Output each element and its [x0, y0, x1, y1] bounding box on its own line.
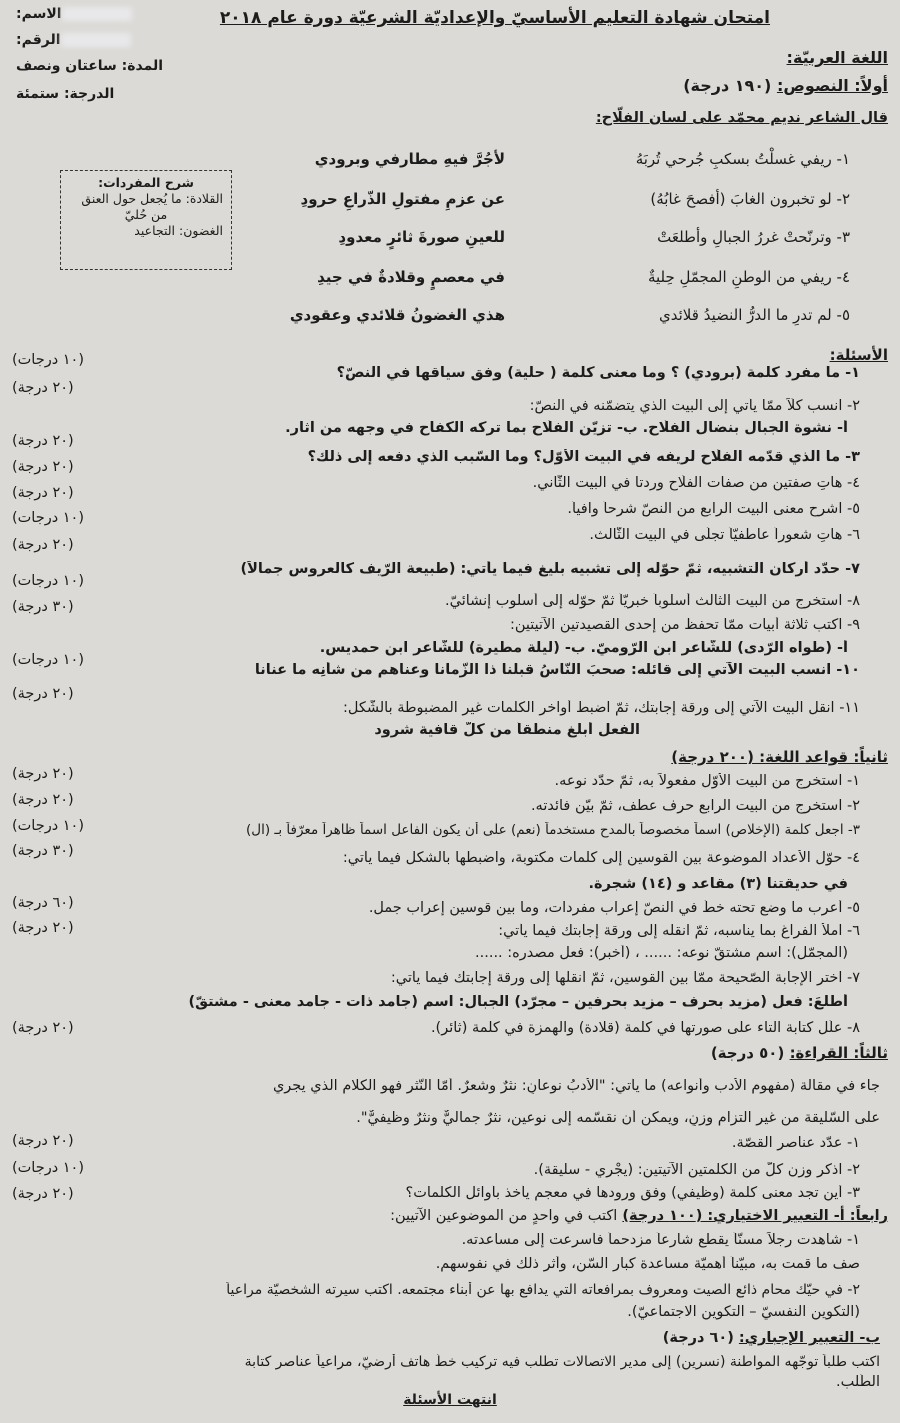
question-2-3-marks: (١٠ درجات): [12, 818, 85, 834]
question-1-4: ٤- هاتِ صفتين من صفات الفلّاح وردتا في البيت الثّاني.: [532, 475, 860, 491]
vocabulary-line: القلادة: ما يُجعل حول العنق: [81, 191, 223, 206]
question-1-4-marks: (٢٠ درجة): [12, 459, 74, 475]
question-3-2: ٢- اذكر وزن كلّ من الكلمتين الآتيتين: (يجْري - سليقة).: [533, 1162, 860, 1178]
question-3-2-marks: (١٠ درجات): [12, 1160, 85, 1176]
question-1-7-marks: (٢٠ درجة): [12, 537, 74, 553]
exam-title: امتحان شهادة التعليم الأساسيّ والإعداديّة الشرعيّة دورة عام ٢٠١٨: [219, 8, 770, 28]
poem-line-2-second-half: عن عزمِ مفتولِ الذّراعِ حرودِ: [300, 190, 505, 208]
question-1-11-marks: (٢٠ درجة): [12, 686, 74, 702]
question-1-6-marks: (١٠ درجات): [12, 510, 85, 526]
section4-heading: رابعاً: أ- التعبير الاختياري: (١٠٠ درجة) اكتب في واحدٍ من الموضوعين الآتيين:: [390, 1208, 888, 1224]
question-1-11: ١١- انقل البيت الآتي إلى ورقة إجابتك، ثمّ اضبط أواخر الكلمات غير المضبوطة بالشّكل:: [342, 700, 860, 716]
poem-line-4-second-half: في معصمٍ وقلادةٌ في جيدِ: [317, 268, 505, 286]
question-1-6: ٦- هاتِ شعوراً عاطفيّاً تجلّى في البيت الثّالث.: [589, 527, 860, 543]
name-label: الاسم:: [16, 6, 132, 22]
mandatory-essay-line-2: الطّلب.: [836, 1374, 880, 1390]
section3-heading: ثالثاً: القراءة: (٥٠ درجة): [710, 1044, 888, 1062]
question-1-9-options: أ- (طواه الرّدى) للشّاعر ابن الرّوميّ. ب- (ليلة مطيرة) للشّاعر ابن حمديس.: [319, 640, 848, 656]
questions-heading: الأسئلة:: [829, 346, 888, 364]
poem-intro: قال الشاعر نديم محمّد على لسان الفلّاح:: [595, 110, 888, 126]
vocabulary-title: شرح المفردات:: [98, 175, 194, 190]
vocabulary-box: [60, 170, 232, 270]
subject-heading: اللغة العربيّة:: [786, 48, 888, 67]
end-of-questions: انتهت الأسئلة: [403, 1392, 497, 1408]
question-3-1: ١- عدّد عناصر القصّة.: [731, 1135, 860, 1151]
redacted-name: [62, 7, 132, 21]
question-1-7: ٧- حدّد أركان التشبيه، ثمّ حوّله إلى تشبيه بليغ فيما يأتي: (طبيعة الرّيف كالعروس جمالاً): [240, 561, 860, 577]
question-1-10: ١٠- انسب البيت الآتي إلى قائله: صحبَ النّاسُ قبلنا ذا الزّمانا وعناهم من شأنِه ما عنانا: [254, 662, 860, 678]
question-1-11-verse: الفعل أبلغ منطقاً من كلّ قافية شرود: [374, 722, 640, 738]
poem-line-1-first-half: ١- ريفي غسلْتُ بسكبِ جُرحي تُربَهُ: [635, 150, 850, 168]
question-1-3: ٣- ما الذي قدّمه الفلّاح لريفه في البيت الأوّل؟ وما السّبب الذي دفعه إلى ذلك؟: [307, 449, 860, 465]
section2-heading: ثانياً: قواعد اللغة: (٢٠٠ درجة): [671, 748, 888, 766]
poem-line-3-first-half: ٣- وترنّحتْ غررُ الجبالِ وأطلعَتْ: [657, 228, 850, 246]
question-1-8-marks: (١٠ درجات): [12, 573, 85, 589]
grade-label: الدرجة: ستمئة: [16, 86, 115, 102]
question-1-1-marks: (١٠ درجات): [12, 352, 85, 368]
question-2-5-marks: (٦٠ درجة): [12, 895, 74, 911]
question-2-2: ٢- استخرج من البيت الرابع حرف عطف، ثمّ بيّن فائدته.: [530, 798, 860, 814]
question-1-2: ٢- انسب كلّاً ممّا يأتي إلى البيت الذي يتضمّنه في النصّ:: [529, 398, 860, 414]
reading-passage-line-2: على السّليقة من غير التزام وزنٍ، ويمكن أن نقسّمه إلى نوعين، نثرٌ جماليٌّ ونثرٌ وظيفيٌّ".: [356, 1110, 880, 1126]
essay-option-1-detail: صف ما قمت به، مبيّناً أهميّة مساعدة كبار السّن، وأثر ذلك في نفوسهم.: [435, 1256, 860, 1272]
poem-line-5-first-half: ٥- لم تدرِ ما الدرُّ النضيدُ قلائدي: [659, 306, 850, 324]
mandatory-essay-heading: ب- التعبير الإجباري: (٦٠ درجة): [662, 1330, 880, 1346]
poem-line-2-first-half: ٢- لو تخبرون الغابَ (أفصحَ غابُهُ): [650, 190, 850, 208]
vocabulary-line: من حُليّ: [124, 207, 168, 222]
poem-line-1-second-half: لأجُرَّ فيهِ مطارفي وبرودي: [314, 150, 505, 168]
essay-option-1: ١- شاهدت رجلاً مسنّاً يقطع شارعاً مزدحماً فأسرعت إلى مساعدته.: [461, 1232, 860, 1248]
question-3-3: ٣- أين تجد معنى كلمة (وظيفي) وفق ورودها في معجم يأخذ بأوائل الكلمات؟: [405, 1185, 860, 1201]
question-3-1-marks: (٢٠ درجة): [12, 1133, 74, 1149]
section1-heading: أولاً: النصوص: (١٩٠ درجة): [683, 76, 888, 95]
question-1-3-marks: (٢٠ درجة): [12, 433, 74, 449]
question-2-4-sentence: في حديقتنا (٣) مقاعد و (١٤) شجرة.: [588, 876, 848, 892]
question-2-6: ٦- املأ الفراغ بما يناسبه، ثمّ انقله إلى ورقة إجابتك فيما يأتي:: [498, 923, 860, 939]
question-2-7-options: أطلعَ: فعل (مزيد بحرف – مزيد بحرفين – مجرّد) الجبال: اسم (جامد ذات - جامد معنى - مشتقّ): [188, 994, 848, 1010]
mandatory-essay-line-1: اكتب طلباً توجّهه المواطنة (نسرين) إلى مدير الاتصالات تطلب فيه تركيب خطّ هاتف أرضيّ، مراعياً عناصر كتابة: [244, 1354, 880, 1370]
poem-line-5-second-half: هذي الغضونُ قلائدي وعقودي: [289, 306, 505, 324]
question-2-1: ١- استخرج من البيت الأوّل مفعولاً به، ثمّ حدّد نوعه.: [554, 773, 860, 789]
question-2-3: ٣- اجعل كلمة (الإخلاص) اسماً مخصوصاً بالمدح مستخدماً (نعم) على أن يكون الفاعل اسماً ظاهراً معرّفاً بـ (ال): [246, 822, 860, 838]
question-2-6-marks: (٢٠ درجة): [12, 920, 74, 936]
duration-label: المدة: ساعتان ونصف: [16, 58, 164, 74]
question-1-10-marks: (١٠ درجات): [12, 652, 85, 668]
question-2-7: ٧- اختر الإجابة الصّحيحة ممّا بين القوسين، ثمّ انقلها إلى ورقة إجابتك فيما يأتي:: [390, 970, 860, 986]
question-3-3-marks: (٢٠ درجة): [12, 1186, 74, 1202]
reading-passage-line-1: جاء في مقالة (مفهوم الأدب وأنواعه) ما يأتي: "الأدبُ نوعانِ: نثرٌ وشعرٌ. أمّا النّثر فهو الكلام الذي يجري: [272, 1078, 880, 1094]
question-2-6-blanks: (المجمّل): اسم مشتقّ نوعه: ...... ، (أخبر): فعل مصدره: ......: [475, 945, 848, 961]
question-2-4-marks: (٣٠ درجة): [12, 843, 74, 859]
essay-option-2-detail: (التكوين النفسيّ – التكوين الاجتماعيّ).: [627, 1304, 860, 1320]
question-1-9-marks: (٣٠ درجة): [12, 599, 74, 615]
number-label: الرقم:: [16, 32, 131, 48]
question-1-2-options: أ- نشوة الجبال بنضال الفلّاح. ب- تزيّن الفلّاح بما تركه الكفاح في وجهه من آثار.: [285, 420, 848, 436]
question-1-5-marks: (٢٠ درجة): [12, 485, 74, 501]
vocabulary-line: الغضون: التجاعيد: [134, 223, 223, 238]
poem-line-3-second-half: للعينِ صورةَ ثائرٍ معدودِ: [338, 228, 505, 246]
question-2-8: ٨- علّل كتابة التاء على صورتها في كلمة (قلادة) والهمزة في كلمة (ثائر).: [430, 1020, 860, 1036]
question-2-1-marks: (٢٠ درجة): [12, 766, 74, 782]
question-1-1: ١- ما مفرد كلمة (برودي) ؟ وما معنى كلمة ( حلية) وفق سياقها في النصّ؟: [336, 365, 860, 381]
question-2-2-marks: (٢٠ درجة): [12, 792, 74, 808]
question-2-4: ٤- حوّل الأعداد الموضوعة بين القوسين إلى كلمات مكتوبة، واضبطها بالشكل فيما يأتي:: [342, 850, 860, 866]
question-1-2-marks: (٢٠ درجة): [12, 380, 74, 396]
question-2-5: ٥- أعرب ما وضع تحته خطّ في النصّ إعراب مفردات، وما بين قوسين إعراب جمل.: [368, 900, 860, 916]
question-1-8: ٨- استخرج من البيت الثالث أسلوباً خبريّاً ثمّ حوّله إلى أسلوب إنشائيّ.: [445, 593, 860, 609]
redacted-number: [61, 33, 131, 47]
poem-line-4-first-half: ٤- ريفي من الوطنِ المجمّلِ حِليةٌ: [647, 268, 850, 286]
question-2-7-marks: (٢٠ درجة): [12, 1020, 74, 1036]
question-1-9: ٩- اكتب ثلاثة أبيات ممّا تحفظ من إحدى القصيدتين الآتيتين:: [509, 617, 860, 633]
essay-option-2: ٢- في حيّك محامٍ ذائع الصيت ومعروف بمرافعاته التي يدافع بها عن أبناء مجتمعه. اكتب سيرته الشخصيّة مراعياً: [226, 1282, 860, 1298]
question-1-5: ٥- اشرح معنى البيت الرابع من النصّ شرحاً وافياً.: [567, 501, 860, 517]
